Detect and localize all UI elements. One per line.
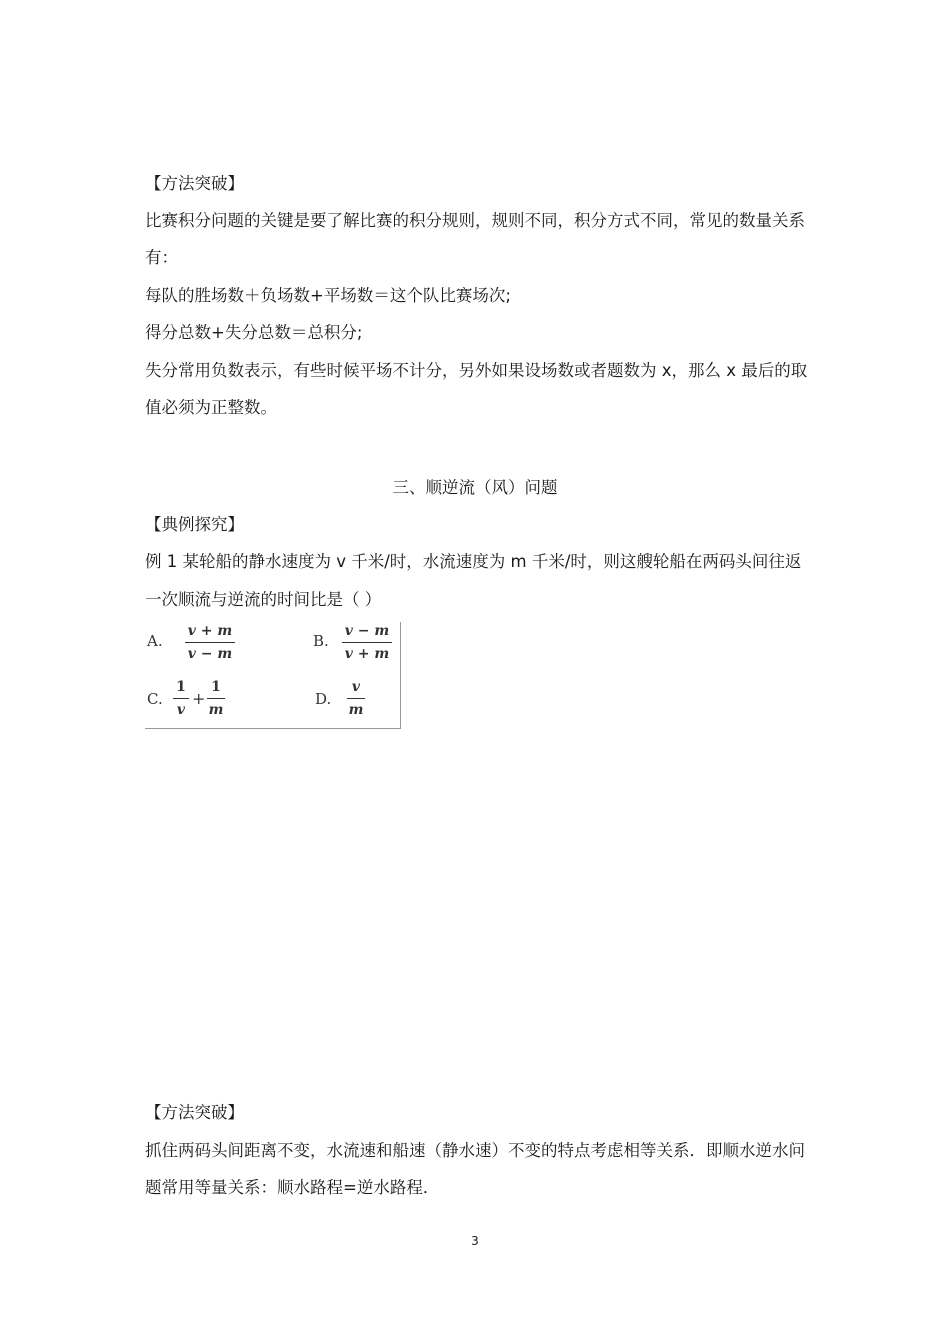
method-text-line-2: 有： bbox=[145, 248, 178, 267]
fraction-bar bbox=[342, 642, 392, 643]
choice-b-label: B. bbox=[313, 632, 329, 650]
plus-sign: + bbox=[192, 689, 206, 708]
choice-d-label: D. bbox=[315, 690, 332, 708]
choice-b-numerator: v − m bbox=[344, 623, 390, 639]
choice-c-denominator-1: v bbox=[176, 702, 186, 718]
method-text-line-5: 失分常用负数表示，有些时候平场不计分，另外如果设场数或者题数为 x，那么 x 最后的取 bbox=[145, 361, 808, 380]
choice-c-numerator-1: 1 bbox=[176, 679, 186, 695]
choice-a-fraction bbox=[185, 622, 235, 663]
method2-text-line-2: 题常用等量关系：顺水路程=逆水路程． bbox=[145, 1178, 440, 1197]
choice-c-fraction-1 bbox=[173, 678, 189, 719]
example-text-line-1: 例 1 某轮船的静水速度为 v 千米/时，水流速度为 m 千米/时，则这艘轮船在两码头间往返 bbox=[145, 552, 802, 571]
choice-c-fraction-2 bbox=[207, 678, 225, 719]
example-text-line-2: 一次顺流与逆流的时间比是（ ） bbox=[145, 590, 382, 609]
choice-c-label: C. bbox=[147, 690, 163, 708]
choice-c-denominator-2: m bbox=[208, 702, 224, 718]
choice-a-label: A. bbox=[147, 632, 163, 650]
choice-d-numerator: v bbox=[351, 679, 361, 695]
choice-c-numerator-2: 1 bbox=[211, 679, 221, 695]
choice-b-fraction bbox=[342, 622, 392, 663]
method-text-line-1: 比赛积分问题的关键是要了解比赛的积分规则，规则不同，积分方式不同，常见的数量关系 bbox=[145, 211, 805, 230]
choice-b-denominator: v + m bbox=[344, 646, 390, 662]
answer-choices-image bbox=[145, 622, 401, 729]
method-text-line-6: 值必须为正整数。 bbox=[145, 398, 277, 417]
fraction-bar bbox=[173, 698, 189, 699]
example-heading: 【典例探究】 bbox=[145, 515, 244, 534]
method-heading-1: 【方法突破】 bbox=[145, 174, 244, 193]
page-number: 3 bbox=[471, 1234, 479, 1248]
method-heading-2: 【方法突破】 bbox=[145, 1103, 244, 1122]
choice-a-denominator: v − m bbox=[187, 646, 233, 662]
choice-d-fraction bbox=[347, 678, 365, 719]
fraction-bar bbox=[207, 698, 225, 699]
fraction-bar bbox=[185, 642, 235, 643]
method-text-line-3: 每队的胜场数＋负场数+平场数＝这个队比赛场次; bbox=[145, 286, 511, 305]
choice-d-denominator: m bbox=[348, 702, 364, 718]
choice-a-numerator: v + m bbox=[187, 623, 233, 639]
method-text-line-4: 得分总数+失分总数＝总积分; bbox=[145, 323, 363, 342]
method2-text-line-1: 抓住两码头间距离不变，水流速和船速（静水速）不变的特点考虑相等关系．即顺水逆水问 bbox=[145, 1141, 805, 1160]
section-title: 三、顺逆流（风）问题 bbox=[392, 478, 558, 497]
fraction-bar bbox=[347, 698, 365, 699]
